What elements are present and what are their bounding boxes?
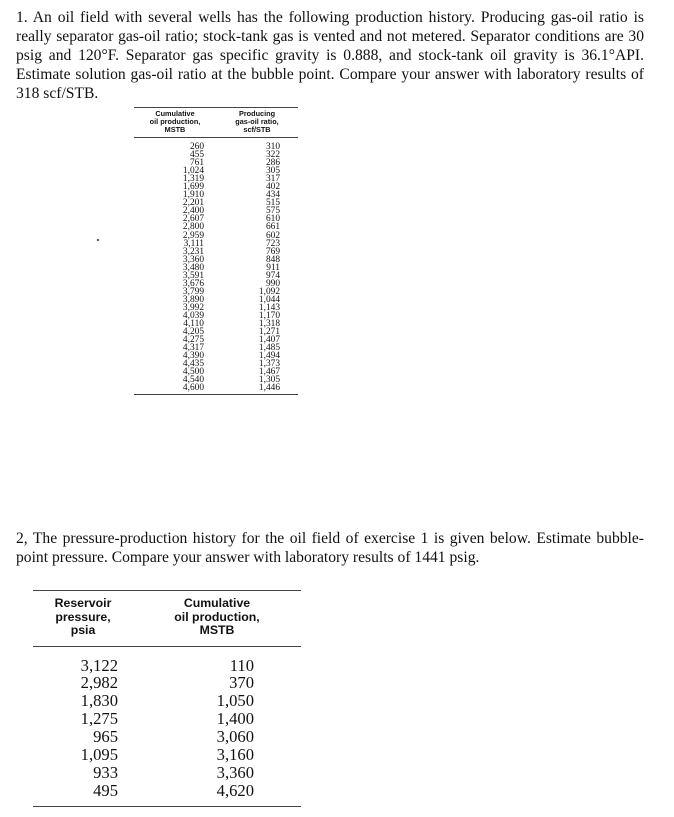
production-history-table [134, 107, 298, 395]
cell-col-1: 3,480 [182, 262, 204, 273]
cell-col-1: 3,360 [182, 254, 204, 265]
cell-col-1: 1,699 [182, 182, 204, 193]
table-row [33, 764, 301, 782]
reservoir-pressure-header: Reservoir pressure, psia [54, 596, 112, 637]
cell-col-2: 434 [265, 190, 280, 201]
cell-col-2: 3,060 [216, 727, 254, 747]
cell-col-2: 515 [265, 198, 280, 209]
cell-col-2: 1,044 [258, 294, 280, 305]
cell-col-2: 310 [265, 142, 280, 152]
cell-col-1: 2,607 [182, 214, 204, 225]
cell-col-1: 260 [189, 142, 204, 152]
cell-col-1: 1,024 [182, 166, 204, 177]
cell-col-2: 1,494 [258, 351, 280, 362]
cell-col-1: 4,317 [182, 343, 204, 354]
cell-col-2: 1,050 [216, 691, 254, 711]
problem-2-text: 2, The pressure-production history for the oil field of exercise 1 is given below. Estimate bubble-point pressure. Compare your answer with laboratory results of 1441 psig. [16, 530, 644, 566]
cell-col-1: 4,600 [182, 383, 204, 394]
cell-col-1: 1,319 [182, 174, 204, 185]
cell-col-1: 2,400 [182, 206, 204, 217]
cell-col-2: 1,170 [258, 310, 280, 321]
cell-col-1: 4,039 [182, 310, 204, 321]
cell-col-2: 1,407 [258, 335, 280, 346]
cell-col-1: 1,095 [80, 744, 118, 764]
cell-col-1: 4,540 [182, 375, 204, 386]
cell-col-2: 1,485 [258, 343, 280, 354]
cell-col-2: 1,092 [258, 286, 280, 297]
cell-col-1: 3,111 [183, 238, 204, 249]
cell-col-1: 3,676 [182, 278, 204, 289]
cell-col-2: 317 [265, 174, 280, 185]
cell-col-2: 1,373 [258, 359, 280, 370]
cell-col-2: 322 [265, 150, 280, 161]
cell-col-1: 4,390 [182, 351, 204, 362]
table-row [33, 657, 301, 675]
table-row [33, 782, 301, 800]
problem-1-text: 1. An oil field with several wells has the following production history. Producing gas-oil ratio is really separator gas-oil ratio; stock-tank gas is vented and not metered. Separator conditions are 30 psig and 120°F. Separator gas specific gravity is 0.888, and stock-tank oil gravity is 36.1°API. Estimate solution gas-oil ratio at the bubble point. Compare your answer with laboratory results of 318 scf/STB. [16, 9, 644, 102]
cell-col-2: 911 [266, 262, 280, 273]
gas-oil-ratio-header: Producing gas-oil ratio, scf/STB [235, 109, 279, 134]
cell-col-1: 3,799 [182, 286, 204, 297]
cell-col-2: 974 [265, 270, 280, 281]
cell-col-2: 723 [265, 238, 280, 249]
table-row [33, 728, 301, 746]
cell-col-2: 402 [265, 182, 280, 193]
table-body [134, 138, 298, 394]
cell-col-2: 4,620 [216, 780, 254, 800]
table-header [134, 108, 298, 138]
cell-col-1: 2,982 [80, 673, 118, 693]
cell-col-1: 4,435 [182, 359, 204, 370]
cell-col-2: 286 [265, 158, 280, 169]
pressure-production-table [33, 590, 301, 807]
cell-col-1: 2,800 [182, 222, 204, 233]
cumulative-oil-header: Cumulative oil production, MSTB [149, 109, 201, 134]
cell-col-1: 4,275 [182, 335, 204, 346]
cell-col-2: 370 [229, 673, 254, 693]
cell-col-1: 933 [93, 762, 118, 782]
table-body [33, 647, 301, 806]
stray-mark [97, 239, 99, 241]
cell-col-2: 1,467 [258, 367, 280, 378]
cell-col-2: 1,446 [258, 383, 280, 394]
cell-col-1: 3,231 [182, 246, 204, 257]
cell-col-2: 602 [265, 230, 280, 241]
cell-col-2: 110 [229, 655, 254, 675]
cell-col-2: 769 [265, 246, 280, 257]
cell-col-2: 1,318 [258, 319, 280, 330]
cell-col-2: 1,305 [258, 375, 280, 386]
table-row [33, 710, 301, 728]
cell-col-2: 3,360 [216, 762, 254, 782]
table-row [33, 746, 301, 764]
table-row [134, 384, 298, 392]
cell-col-1: 4,110 [183, 319, 204, 330]
cumulative-oil-header: Cumulative oil production, MSTB [174, 596, 260, 637]
cell-col-1: 965 [93, 727, 118, 747]
cell-col-1: 3,890 [182, 294, 204, 305]
cell-col-1: 761 [189, 158, 204, 169]
cell-col-2: 610 [265, 214, 280, 225]
cell-col-2: 990 [265, 278, 280, 289]
cell-col-1: 2,959 [182, 230, 204, 241]
cell-col-2: 1,400 [216, 709, 254, 729]
cell-col-1: 1,275 [80, 709, 118, 729]
table-header [33, 591, 301, 647]
cell-col-2: 3,160 [216, 744, 254, 764]
cell-col-2: 1,143 [258, 302, 280, 313]
cell-col-1: 3,122 [80, 655, 118, 675]
cell-col-1: 3,591 [182, 270, 204, 281]
cell-col-1: 1,910 [182, 190, 204, 201]
cell-col-1: 3,992 [182, 302, 204, 313]
cell-col-2: 1,271 [258, 327, 280, 338]
cell-col-1: 4,500 [182, 367, 204, 378]
cell-col-1: 4,205 [182, 327, 204, 338]
cell-col-2: 848 [265, 254, 280, 265]
cell-col-2: 575 [265, 206, 280, 217]
cell-col-1: 1,830 [80, 691, 118, 711]
cell-col-1: 455 [189, 150, 204, 161]
cell-col-2: 661 [265, 222, 280, 233]
table-row [33, 692, 301, 710]
cell-col-1: 2,201 [182, 198, 204, 209]
cell-col-2: 305 [265, 166, 280, 177]
table-row [33, 674, 301, 692]
cell-col-1: 495 [93, 780, 118, 800]
